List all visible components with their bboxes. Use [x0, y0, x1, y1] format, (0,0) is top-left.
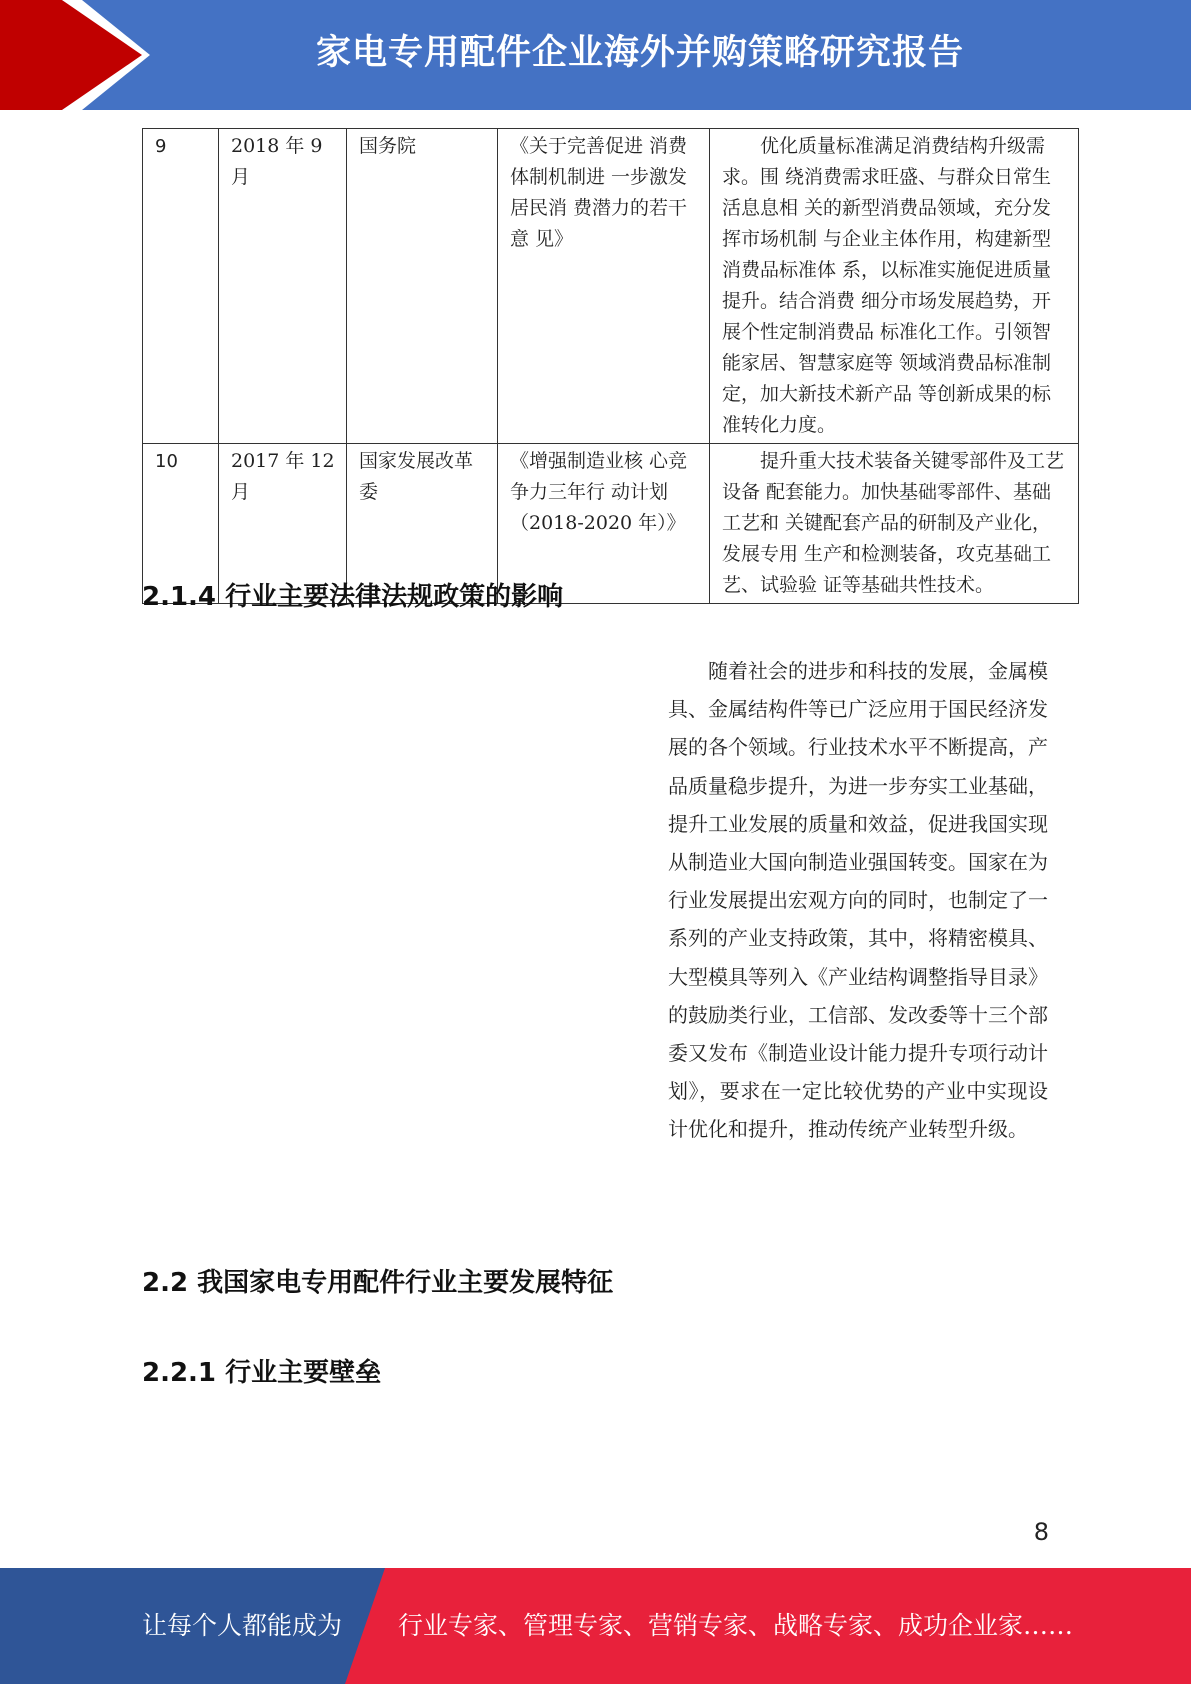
row-document: 《增强制造业核 心竞争力三年行 动计划（2018-2020 年）》	[498, 444, 710, 604]
section-heading-2-2-1: 2.2.1 行业主要壁垒	[142, 1358, 382, 1388]
table-row	[143, 129, 1079, 444]
page-header	[0, 0, 1191, 110]
section-heading-2-2: 2.2 我国家电专用配件行业主要发展特征	[142, 1268, 614, 1298]
page-number: 8	[1033, 1518, 1049, 1546]
footer-slogan-right: 行业专家、管理专家、营销专家、战略专家、成功企业家……	[398, 1611, 1074, 1640]
row-content: 提升重大技术装备关键零部件及工艺设备 配套能力。加快基础零部件、基础工艺和 关键配套产品的研制及产业化，发展专用 生产和检测装备，攻克基础工艺、试验验 证等基础共性技术。	[710, 444, 1079, 604]
footer-slogan-left: 让每个人都能成为	[142, 1611, 343, 1640]
page-footer	[0, 1568, 1191, 1684]
report-title: 家电专用配件企业海外并购策略研究报告	[315, 33, 964, 73]
row-issuer: 国家发展改革委	[347, 444, 498, 604]
section-2-1-4-body: 随着社会的进步和科技的发展，金属模具、金属结构件等已广泛应用于国民经济发展的各个领域。行业技术水平不断提高，产品质量稳步提升，为进一步夯实工业基础，提升工业发展的质量和效益，促进我国实现从制造业大国向制造业强国转变。国家在为行业发展提出宏观方向的同时，也制定了一系列的产业支持政策，其中，将精密模具、大型模具等列入《产业结构调整指导目录》的鼓励类行业，工信部、发改委等十三个部委又发布《制造业设计能力提升专项行动计划》，要求在一定比较优势的产业中实现设计优化和提升，推动传统产业转型升级。	[668, 659, 1048, 1142]
policy-table	[142, 128, 1079, 604]
row-number: 9	[143, 129, 219, 444]
section-heading-2-1-4: 2.1.4 行业主要法律法规政策的影响	[142, 582, 564, 612]
row-issuer: 国务院	[347, 129, 498, 444]
row-document: 《关于完善促进 消费体制机制进 一步激发居民消 费潜力的若干意 见》	[498, 129, 710, 444]
row-number: 10	[143, 444, 219, 604]
row-date: 2018 年 9 月	[219, 129, 347, 444]
row-content: 优化质量标准满足消费结构升级需求。围 绕消费需求旺盛、与群众日常生活息息相 关的新型消费品领域，充分发挥市场机制 与企业主体作用，构建新型消费品标准体 系，以标准实施促进质量提升。结合消费 细分市场发展趋势，开展个性定制消费品 标准化工作。引领智能家居、智慧家庭等 领域消费品标准制定，加大新技术新产品 等创新成果的标准转化力度。	[710, 129, 1079, 444]
row-date: 2017 年 12 月	[219, 444, 347, 604]
